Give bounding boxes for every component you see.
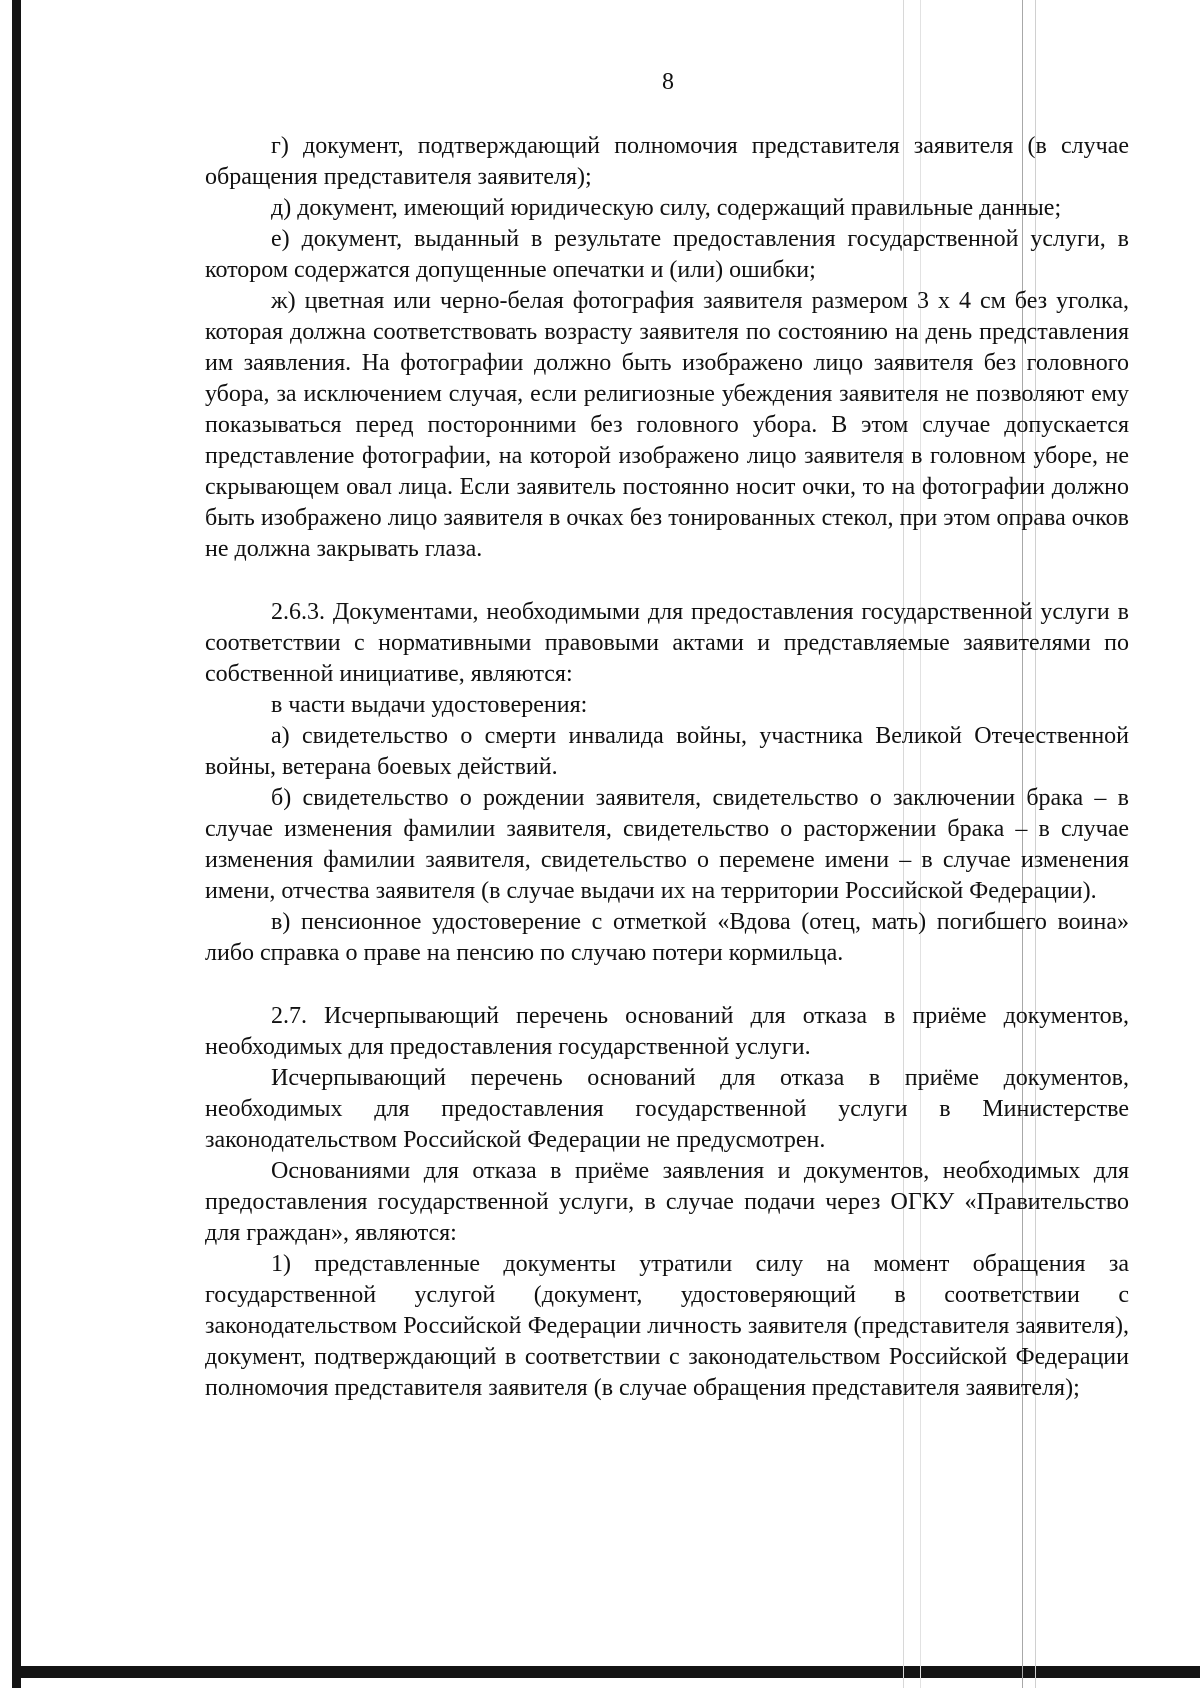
paragraph-ogku-refusal: Основаниями для отказа в приёме заявления и документов, необходимых для предоставления государственной услуги, в случае подачи через ОГКУ «Правительство для граждан», являются: (205, 1158, 1129, 1246)
paragraph-item-d: д) документ, имеющий юридическую силу, содержащий правильные данные; (271, 195, 1062, 221)
paragraph-item-b: б) свидетельство о рождении заявителя, свидетельство о заключении брака – в случае изменения фамилии заявителя, свидетельство о расторжении брака – в случае изменения фамилии заявителя, свидетельство о перемене имени – в случае изменения имени, отчества заявителя (в случае выдачи их на территории Российской Федерации). (205, 785, 1129, 904)
paragraph-item-zh: ж) цветная или черно-белая фотография заявителя размером 3 х 4 см без уголка, которая должна соответствовать возрасту заявителя по состоянию на день представления им заявления. На фотографии должно быть изображено лицо заявителя без головного убора, за исключением случая, если религиозные убеждения заявителя не позволяют ему показываться перед посторонними без головного убора. В этом случае допускается представление фотографии, на которой изображено лицо заявителя в головном уборе, не скрывающем овал лица. Если заявитель постоянно носит очки, то на фотографии должно быть изображено лицо заявителя в очках без тонированных стекол, при этом оправа очков не должна закрывать глаза. (205, 288, 1129, 562)
paragraph-item-e: е) документ, выданный в результате предоставления государственной услуги, в котором содержатся допущенные опечатки и (или) ошибки; (205, 226, 1129, 283)
paragraph-ministry-refusal: Исчерпывающий перечень оснований для отказа в приёме документов, необходимых для предоставления государственной услуги в Министерстве законодательством Российской Федерации не предусмотрен. (205, 1065, 1129, 1153)
paragraph-certificate-issue: в части выдачи удостоверения: (271, 692, 588, 718)
document-body (205, 131, 1129, 1404)
scan-left-border (12, 0, 21, 1688)
paragraph-section-2-7: 2.7. Исчерпывающий перечень оснований для отказа в приёме документов, необходимых для предоставления государственной услуги. (205, 1003, 1129, 1060)
paragraph-item-v: в) пенсионное удостоверение с отметкой «Вдова (отец, мать) погибшего воина» либо справка о праве на пенсию по случаю потери кормильца. (205, 909, 1129, 966)
page-number: 8 (662, 69, 674, 95)
paragraph-item-1: 1) представленные документы утратили силу на момент обращения за государственной услугой (документ, удостоверяющий в соответствии с законодательством Российской Федерации личность заявителя (представителя заявителя), документ, подтверждающий в соответствии с законодательством Российской Федерации полномочия представителя заявителя (в случае обращения представителя заявителя); (205, 1251, 1129, 1401)
paragraph-section-2-6-3: 2.6.3. Документами, необходимыми для предоставления государственной услуги в соответствии с нормативными правовыми актами и представляемые заявителями по собственной инициативе, являются: (205, 599, 1129, 687)
paragraph-item-g: г) документ, подтверждающий полномочия представителя заявителя (в случае обращения представителя заявителя); (205, 133, 1129, 190)
paragraph-item-a: а) свидетельство о смерти инвалида войны, участника Великой Отечественной войны, ветерана боевых действий. (205, 723, 1129, 780)
